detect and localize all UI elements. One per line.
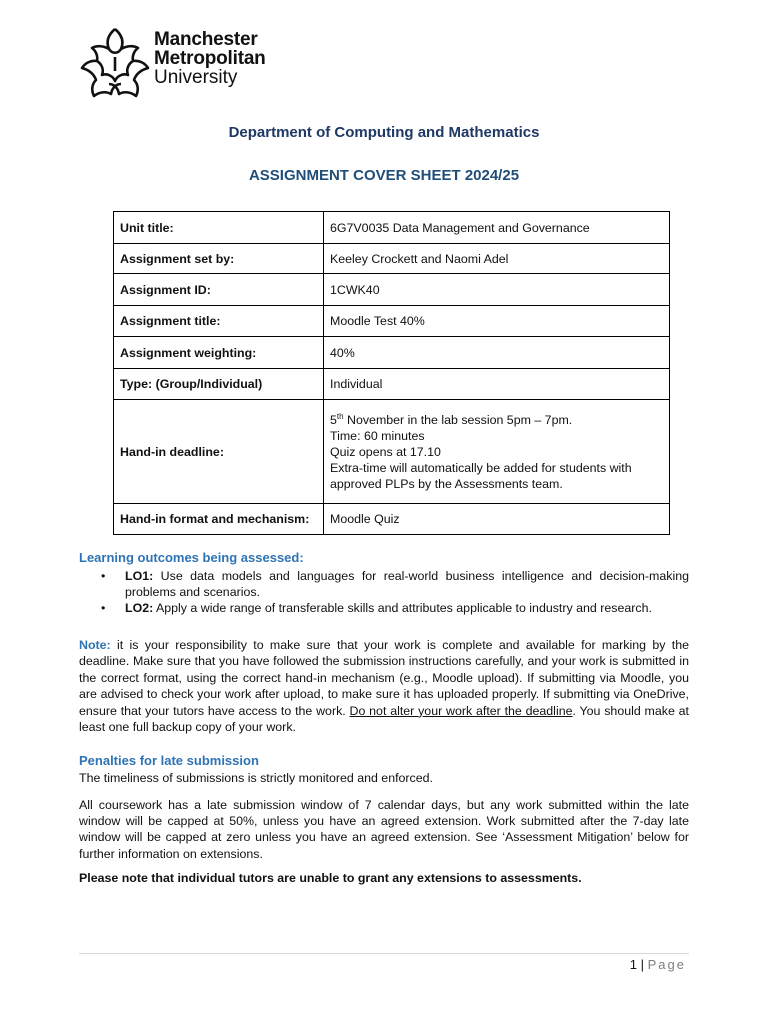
row-value: 6G7V0035 Data Management and Governance bbox=[324, 212, 670, 244]
deadline-quiz-opens: Quiz opens at 17.10 bbox=[330, 444, 441, 459]
row-value: Keeley Crockett and Naomi Adel bbox=[324, 244, 670, 274]
row-value: Moodle Test 40% bbox=[324, 306, 670, 337]
table-row bbox=[114, 244, 670, 274]
penalties-paragraph-1: The timeliness of submissions is strictly monitored and enforced. bbox=[79, 771, 433, 785]
outcome-text: Apply a wide range of transferable skills and attributes applicable to industry and research. bbox=[153, 601, 652, 615]
bullet-icon: • bbox=[101, 569, 106, 583]
note-text: it is your responsibility to make sure that your work is complete and available for marking by the deadline. Make sure that you have followed the submission instructions carefully, and your work is submitted in the correct format, using the correct hand-in mechanism (e.g., Moodle upload). If submitting via Moodle, you are advised to check your work after upload, to make sure it has uploaded properly. If submitting via OneDrive, ensure that your tutors have access to the work. bbox=[79, 638, 689, 718]
deadline-date bbox=[330, 412, 663, 428]
logo-line-3: University bbox=[154, 67, 238, 88]
outcome-code: LO2: bbox=[125, 601, 154, 615]
table-row-deadline bbox=[114, 400, 670, 504]
department-heading: Department of Computing and Mathematics bbox=[228, 124, 540, 141]
row-value: Individual bbox=[324, 369, 670, 400]
page-number bbox=[630, 957, 686, 972]
responsibility-note bbox=[79, 637, 689, 735]
outcome-code: LO1: bbox=[125, 569, 154, 583]
row-label: Assignment weighting: bbox=[114, 337, 324, 369]
note-heading: Note: bbox=[79, 638, 111, 652]
learning-outcomes-list bbox=[79, 568, 689, 616]
deadline-date-rest: November in the lab session 5pm – 7pm. bbox=[343, 412, 573, 427]
mmu-trefoil-logo-icon bbox=[80, 26, 150, 100]
row-label: Hand-in format and mechanism: bbox=[114, 504, 324, 535]
table-row bbox=[114, 306, 670, 337]
row-label: Assignment ID: bbox=[114, 274, 324, 306]
note-underlined-warning: Do not alter your work after the deadline bbox=[349, 703, 573, 718]
row-label: Hand-in deadline: bbox=[114, 400, 324, 504]
penalties-paragraph-2: All coursework has a late submission window of 7 calendar days, but any work submitted within the late window will be capped at 50%, unless you have an agreed extension. Work submitted after the 7-day late window will be capped at zero unless you have an agreed extension. See ‘Assessment Mitigation’ below for further information on extensions. bbox=[79, 798, 689, 861]
deadline-day-suffix: th bbox=[336, 411, 344, 421]
table-row bbox=[114, 274, 670, 306]
footer-divider bbox=[79, 953, 689, 954]
table-row bbox=[114, 369, 670, 400]
table-row bbox=[114, 337, 670, 369]
deadline-day: 5 bbox=[330, 412, 337, 427]
assignment-details-table bbox=[113, 211, 670, 535]
bullet-icon: • bbox=[101, 601, 106, 615]
row-label: Assignment set by: bbox=[114, 244, 324, 274]
university-wordmark bbox=[154, 30, 266, 87]
row-value: 1CWK40 bbox=[324, 274, 670, 306]
page-number-value: 1 bbox=[629, 957, 637, 972]
cover-sheet-title: ASSIGNMENT COVER SHEET 2024/25 bbox=[248, 167, 520, 184]
penalties-heading: Penalties for late submission bbox=[79, 753, 259, 768]
row-label: Unit title: bbox=[114, 212, 324, 244]
table-row bbox=[114, 504, 670, 535]
row-label: Assignment title: bbox=[114, 306, 324, 337]
deadline-extra-time: Extra-time will automatically be added for students with approved PLPs by the Assessments team. bbox=[330, 460, 632, 491]
learning-outcomes-heading: Learning outcomes being assessed: bbox=[79, 550, 304, 565]
logo-line-2: Metropolitan bbox=[154, 48, 266, 69]
logo-line-1: Manchester bbox=[154, 29, 258, 50]
deadline-value bbox=[324, 400, 670, 504]
university-logo bbox=[80, 26, 290, 100]
list-item bbox=[79, 600, 689, 616]
row-value: 40% bbox=[324, 337, 670, 369]
outcome-text: Use data models and languages for real-world business intelligence and decision-making problems and scenarios. bbox=[125, 569, 689, 599]
page-label: Page bbox=[647, 957, 686, 972]
note-tail: . You should make at least one full backup copy of your work. bbox=[79, 703, 689, 735]
row-label: Type: (Group/Individual) bbox=[114, 369, 324, 400]
list-item bbox=[79, 568, 689, 600]
table-row bbox=[114, 212, 670, 244]
page-separator: | bbox=[640, 957, 644, 972]
penalties-paragraph-3: Please note that individual tutors are unable to grant any extensions to assessments. bbox=[79, 871, 582, 885]
row-value: Moodle Quiz bbox=[324, 504, 670, 535]
deadline-duration: Time: 60 minutes bbox=[330, 428, 425, 443]
